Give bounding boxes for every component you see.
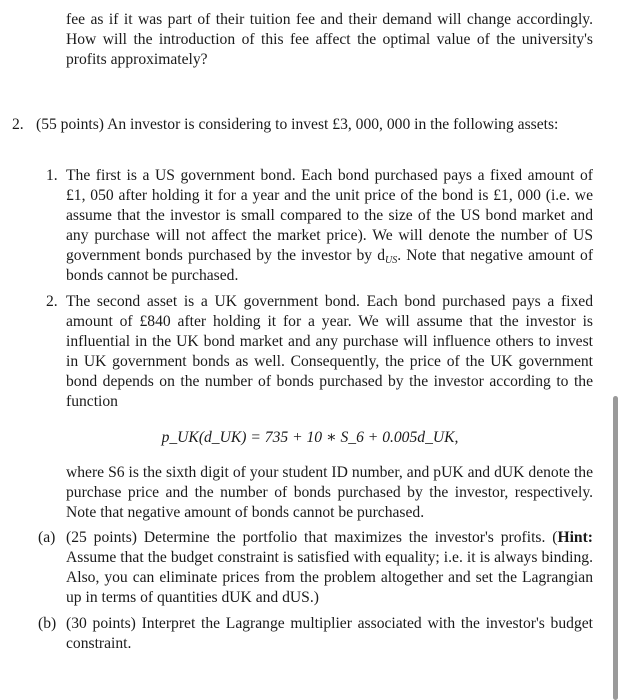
- question-points: (55 points): [36, 116, 105, 133]
- intro-paragraph: fee as if it was part of their tuition fee and their demand will change accordingly. How will the introduction of this fee affect the optimal value of the university's profits approximately?: [66, 11, 593, 68]
- question-text: An investor is considering to invest £3, 000, 000 in the following assets:: [107, 116, 559, 133]
- item-us-bond: [66, 166, 593, 286]
- question-number: 2.: [12, 116, 24, 133]
- scrollbar-thumb[interactable]: [613, 396, 618, 700]
- where-paragraph: where S6 is the sixth digit of your student ID number, and pUK and dUK denote the purchase price and the number of bonds purchased by the investor, respectively. Note that negative amount of bonds cannot be purchased.: [66, 464, 593, 521]
- item-text: The first is a US government bond. Each bond purchased pays a fixed amount of £1, 050 after holding it for a year and the unit price of the bond is £1, 000 (i.e. we assume that the investor is small compared to the size of the US bond market and any purchase will not affect the market price). We will denote the number of US government bonds purchased by the investor by d: [66, 167, 593, 264]
- part-points: (30 points): [66, 615, 136, 632]
- part-label: (b): [38, 615, 57, 632]
- hint-text: Assume that the budget constraint is satisfied with equality; i.e. it is always binding. Also, you can eliminate prices from the problem altogether and set the Lagrangian up in terms of quantities dUK and dUS.): [66, 549, 593, 606]
- item-text-after: . Note that negative amount of bonds cannot be purchased.: [66, 247, 594, 284]
- part-label: (a): [38, 529, 56, 546]
- item-uk-bond: The second asset is a UK government bond. Each bond purchased pays a fixed amount of £840 after holding it for a year. We will assume that the investor is influential in the UK bond market and any purchase will influence others to invest in UK government bonds as well. Consequently, the price of the UK government bond depends on the number of bonds purchased by the investor according to the function: [66, 293, 593, 410]
- item-number: 1.: [46, 167, 58, 184]
- part-points: (25 points): [66, 529, 138, 546]
- part-b: [66, 614, 593, 654]
- hint-label: Hint:: [557, 529, 593, 546]
- part-a: (25 points) Determine the portfolio that maximizes the investor's profits. (Hint: Assume that the budget constraint is satisfied with equality; i.e. it is always binding. Also, you can eliminate prices from the problem altogether and set the Lagrangian up in terms of quantities dUK and dUS.): [66, 529, 593, 606]
- variable-subscript: US: [385, 255, 398, 266]
- question-stem: [36, 115, 595, 135]
- item-number: 2.: [46, 293, 58, 310]
- part-text: Interpret the Lagrange multiplier associated with the investor's budget constraint.: [66, 615, 593, 652]
- price-equation: p_UK(d_UK) = 735 + 10 ∗ S_6 + 0.005d_UK,: [161, 429, 459, 446]
- part-text: Determine the portfolio that maximizes the investor's profits.: [143, 529, 546, 546]
